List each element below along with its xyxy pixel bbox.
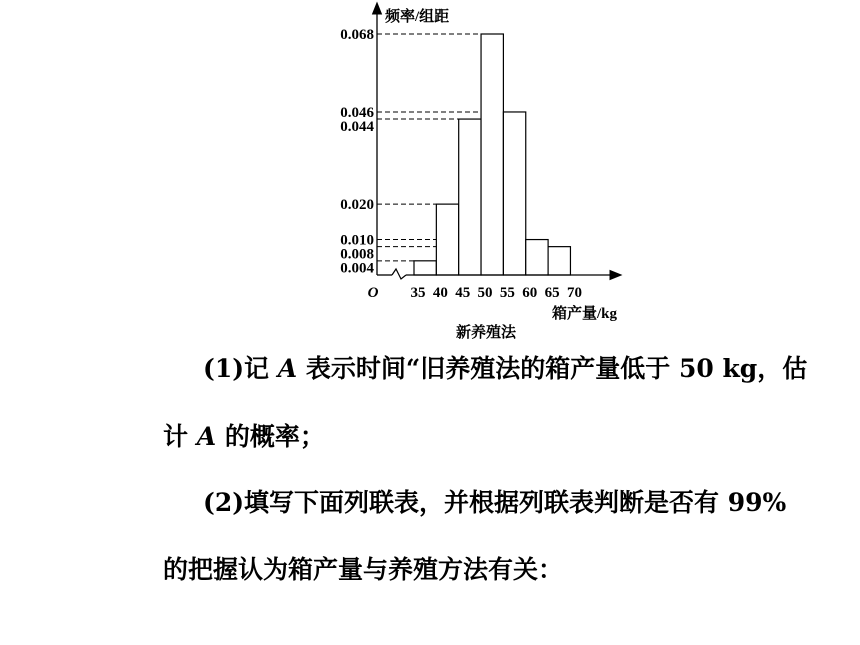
q1-var-a: A [277, 354, 298, 383]
x-tick-label: 65 [544, 285, 560, 301]
x-tick-label: 55 [499, 285, 515, 301]
bar-65-70 [548, 247, 570, 275]
y-tick-label: 0.020 [340, 197, 374, 214]
question-2-line-1: (2)填写下面列联表，并根据列联表判断是否有 99% [203, 488, 787, 517]
y-tick-label: 0.010 [340, 232, 374, 249]
question-1-line-2 [163, 420, 325, 454]
bar-50-55 [481, 34, 503, 275]
origin-label: O [367, 285, 379, 301]
x-axis-break [392, 269, 406, 279]
x-tick-label: 50 [477, 285, 493, 301]
x-tick-label: 60 [522, 285, 538, 301]
bar-60-65 [526, 240, 548, 275]
x-axis-label: 箱产量/kg [552, 306, 618, 322]
x-tick-label: 35 [410, 285, 426, 301]
chart-title: 新养殖法 [455, 325, 517, 340]
y-tick-label: 0.004 [340, 260, 374, 277]
y-tick-label: 0.046 [340, 104, 374, 121]
q1-text-d: 的概率； [216, 422, 325, 451]
bar-55-60 [503, 112, 525, 275]
bar-45-50 [459, 119, 481, 275]
x-tick-label: 40 [432, 285, 448, 301]
q1-text-c: 计 [163, 422, 197, 451]
question-2-line-2: 的把握认为箱产量与养殖方法有关： [163, 555, 564, 584]
y-tick-label: 0.068 [340, 27, 374, 43]
bar-35-40 [414, 261, 436, 275]
q1-text-a: (1)记 [203, 354, 278, 383]
q1-text-b: 表示时间“旧养殖法的箱产量低于 50 kg，估 [297, 354, 808, 383]
y-tick-label: 0.008 [340, 246, 374, 263]
question-1-line-1 [203, 352, 807, 386]
bar-40-45 [436, 204, 458, 275]
q1-var-a-2: A [196, 422, 217, 451]
y-tick-label: 0.044 [340, 118, 374, 135]
x-tick-label: 70 [566, 285, 582, 301]
x-tick-label: 45 [455, 285, 471, 301]
y-axis-label: 频率/组距 [385, 9, 450, 25]
